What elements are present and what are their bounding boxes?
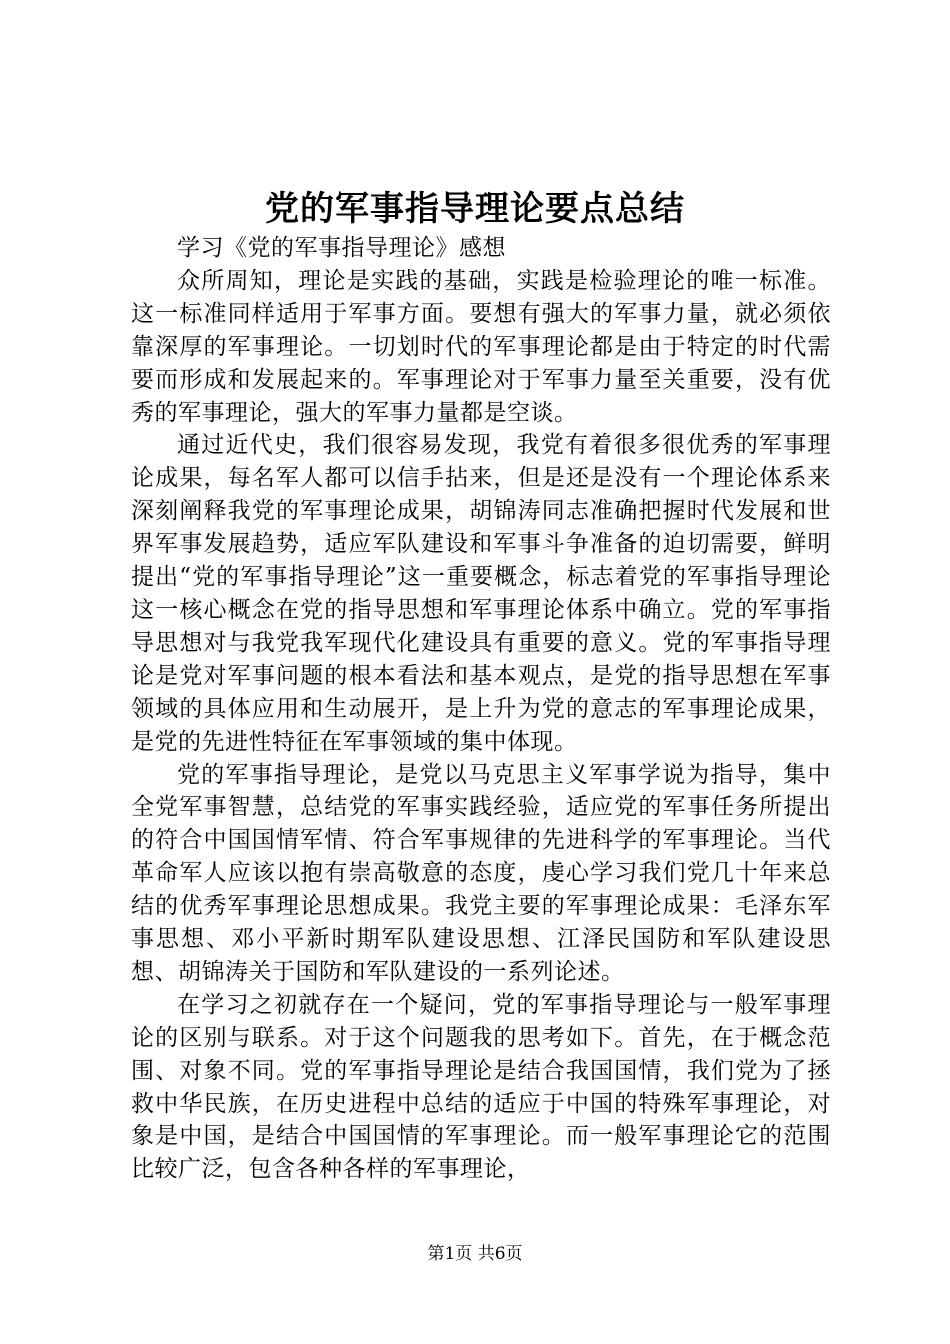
page-number-footer: 第1页 共6页	[427, 1244, 523, 1264]
body-paragraph: 众所周知，理论是实践的基础，实践是检验理论的唯一标准。这一标准同样适用于军事方面。要想有强大的军事力量，就必须依靠深厚的军事理论。一切划时代的军事理论都是由于特定的时代需要而形成和发展起来的。军事理论对于军事力量至关重要，没有优秀的军事理论，强大的军事力量都是空谈。	[131, 267, 831, 426]
body-paragraph: 党的军事指导理论，是党以马克思主义军事学说为指导，集中全党军事智慧，总结党的军事实践经验，适应党的军事任务所提出的符合中国国情军情、符合军事规律的先进科学的军事理论。当代革命军人应该以抱有崇高敬意的态度，虔心学习我们党几十年来总结的优秀军事理论思想成果。我党主要的军事理论成果：毛泽东军事思想、邓小平新时期军队建设思想、江泽民国防和军队建设思想、胡锦涛关于国防和军队建设的一系列论述。	[131, 761, 831, 985]
document-body	[131, 232, 831, 1186]
body-paragraph: 在学习之初就存在一个疑问，党的军事指导理论与一般军事理论的区别与联系。对于这个问题我的思考如下。首先，在于概念范围、对象不同。党的军事指导理论是结合我国国情，我们党为了拯救中华民族，在历史进程中总结的适应于中国的特殊军事理论，对象是中国，是结合中国国情的军事理论。而一般军事理论它的范围比较广泛，包含各种各样的军事理论，	[131, 991, 831, 1183]
subtitle-paragraph: 学习《党的军事指导理论》感想	[177, 235, 506, 261]
document-title: 党的军事指导理论要点总结	[265, 189, 685, 229]
body-paragraph: 通过近代史，我们很容易发现，我党有着很多很优秀的军事理论成果，每名军人都可以信手拈来，但是还是没有一个理论体系来深刻阐释我党的军事理论成果，胡锦涛同志准确把握时代发展和世界军事发展趋势，适应军队建设和军事斗争准备的迫切需要，鲜明提出“党的军事指导理论”这一重要概念，标志着党的军事指导理论这一核心概念在党的指导思想和军事理论体系中确立。党的军事指导思想对与我党我军现代化建设具有重要的意义。党的军事指导理论是党对军事问题的根本看法和基本观点，是党的指导思想在军事领域的具体应用和生动展开，是上升为党的意志的军事理论成果，是党的先进性特征在军事领域的集中体现。	[131, 432, 831, 755]
